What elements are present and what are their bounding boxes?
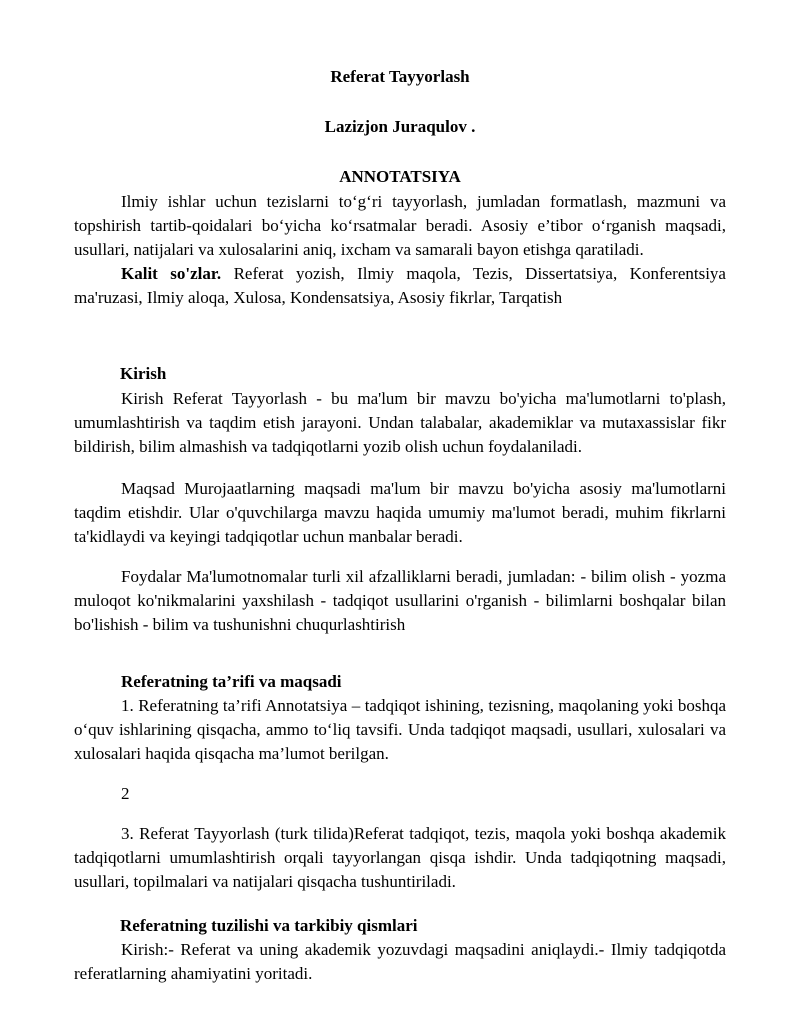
definition-paragraph-1: 1. Referatning ta’rifi Annotatsiya – tadqiqot ishining, tezisning, maqolaning yoki boshqa o‘quv ishlarining qisqacha, ammo to‘liq tavsifi. Unda tadqiqot maqsadi, usullari, xulosalari va xulosalari haqida qisqacha ma’lumot berilgan. — [74, 696, 726, 763]
definition-heading: Referatning ta’rifi va maqsadi — [121, 672, 342, 691]
annotation-text: Ilmiy ishlar uchun tezislarni to‘g‘ri tayyorlash, jumladan formatlash, mazmuni va topshirish tartib-qoidalari bo‘yicha ko‘rsatmalar beradi. Asosiy e’tibor o‘rganish maqsadi, usullari, natijalari va xulosalarini aniq, ixcham va samarali bayon etishga qaratiladi. — [74, 192, 726, 259]
keywords-text: Referat yozish, Ilmiy maqola, Tezis, Dissertatsiya, Konferentsiya ma'ruzasi, Ilmiy aloqa, Xulosa, Kondensatsiya, Asosiy fikrlar, Tarqatish — [74, 264, 726, 307]
intro-paragraph-3: Foydalar Ma'lumotnomalar turli xil afzalliklarni beradi, jumladan: - bilim olish - yozma muloqot ko'nikmalarini yaxshilash - tadqiqot usullarini o'rganish - bilimlarni boshqalar bilan bo'lishish - bilim va tushunishni chuqurlashtirish — [74, 567, 726, 634]
intro-paragraph-1: Kirish Referat Tayyorlash - bu ma'lum bir mavzu bo'yicha ma'lumotlarni to'plash, umumlashtirish va taqdim etish jarayoni. Undan talabalar, akademiklar va mutaxassislar fikr bildirish, bilim almashish va tadqiqotlarni yozib olish uchun foydalaniladi. — [74, 389, 726, 456]
definition-paragraph-3: 3. Referat Tayyorlash (turk tilida)Referat tadqiqot, tezis, maqola yoki boshqa akademik tadqiqotlarni umumlashtirish orqali tayyorlangan qisqa ishdir. Unda tadqiqotning maqsadi, usullari, topilmalari va natijalari qisqacha tushuntiriladi. — [74, 824, 726, 891]
structure-paragraph-1: Kirish:- Referat va uning akademik yozuvdagi maqsadini aniqlaydi.- Ilmiy tadqiqotda referatlarning ahamiyatini yoritadi. — [74, 940, 726, 983]
author-name: Lazizjon Juraqulov . — [324, 117, 476, 136]
document-title: Referat Tayyorlash — [330, 67, 470, 86]
keywords-label: Kalit so'zlar. — [121, 264, 222, 283]
structure-heading: Referatning tuzilishi va tarkibiy qismlari — [120, 916, 418, 935]
intro-heading: Kirish — [120, 364, 167, 383]
intro-paragraph-2: Maqsad Murojaatlarning maqsadi ma'lum bir mavzu bo'yicha asosiy ma'lumotlarni taqdim etishdir. Ular o'quvchilarga mavzu haqida umumiy ma'lumot beradi, muhim fikrlarni ta'kidlaydi va keyingi tadqiqotlar uchun manbalar beradi. — [74, 479, 726, 546]
annotation-heading: ANNOTATSIYA — [339, 167, 461, 186]
definition-paragraph-2: 2 — [121, 784, 130, 803]
keywords-paragraph — [74, 262, 726, 310]
